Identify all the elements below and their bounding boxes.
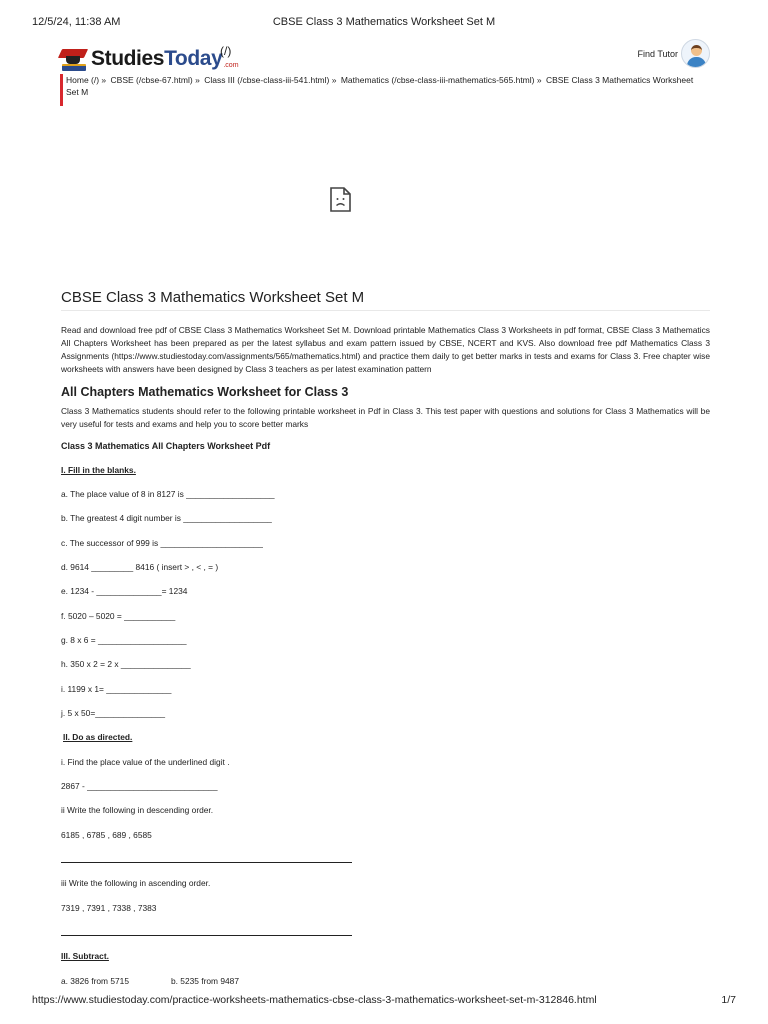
question-j: j. 5 x 50=_______________ bbox=[61, 708, 166, 718]
breadcrumb-home[interactable]: Home (/) » bbox=[66, 75, 107, 85]
print-footer bbox=[32, 994, 736, 1008]
logo-text: StudiesToday bbox=[91, 47, 223, 70]
title-divider bbox=[61, 310, 710, 311]
section-heading: All Chapters Mathematics Worksheet for Class 3 bbox=[61, 385, 349, 399]
question-2-ii: ii Write the following in descending order. bbox=[61, 805, 214, 815]
intro-paragraph: Read and download free pdf of CBSE Class 3 Mathematics Worksheet Set M. Download printable Mathematics Class 3 Worksheets in pdf format, CBSE Class 3 Mathematics All Chapters Worksheet has been prepared as per the latest syllabus and exam pattern issued by CBSE, NCERT and KVS. Also download free pdf Mathematics Class 3 Assignments (https://www.studiestoday.com/assignments/565/mathematics.html) and practice them daily to get better marks in tests and exams for Class 3. Free chapter wise worksheets with answers have been designed by Class 3 teachers as per latest examination pattern bbox=[61, 325, 710, 374]
breadcrumb-mathematics[interactable]: Mathematics (/cbse-class-iii-mathematics-565.html) » bbox=[340, 75, 542, 85]
tutor-avatar-icon bbox=[681, 39, 710, 68]
question-3-a: a. 3826 from 5715 bbox=[61, 976, 129, 986]
print-timestamp: 12/5/24, 11:38 AM bbox=[32, 16, 121, 28]
site-header bbox=[60, 38, 710, 74]
question-3-b: b. 5235 from 9487 bbox=[171, 976, 239, 986]
print-url: https://www.studiestoday.com/practice-worksheets-mathematics-cbse-class-3-mathematics-worksheet-set-m-312846.html bbox=[32, 994, 597, 1006]
question-b: b. The greatest 4 digit number is ___________________ bbox=[61, 513, 272, 523]
page-title: CBSE Class 3 Mathematics Worksheet Set M bbox=[61, 289, 365, 306]
logo-link-url[interactable]: (/) bbox=[220, 44, 232, 58]
answer-line bbox=[61, 862, 352, 863]
studiestoday-logo[interactable] bbox=[60, 40, 239, 72]
print-header bbox=[32, 16, 736, 30]
question-h: h. 350 x 2 = 2 x _______________ bbox=[61, 659, 191, 669]
question-2-ii-numbers: 6185 , 6785 , 689 , 6585 bbox=[61, 830, 152, 840]
logo-suffix: .com bbox=[223, 62, 239, 69]
question-2-iii-numbers: 7319 , 7391 , 7338 , 7383 bbox=[61, 903, 157, 913]
question-2-i-answer: 2867 - ____________________________ bbox=[61, 781, 218, 791]
breadcrumb-class-iii[interactable]: Class III (/cbse-class-iii-541.html) » bbox=[204, 75, 337, 85]
find-tutor-label: Find Tutor bbox=[637, 48, 678, 59]
question-2-i: i. Find the place value of the underlined digit . bbox=[61, 757, 230, 767]
question-g: g. 8 x 6 = ___________________ bbox=[61, 635, 187, 645]
graduation-cap-icon bbox=[60, 44, 88, 72]
section-fill-blanks-heading: I. Fill in the blanks. bbox=[61, 465, 136, 475]
answer-line bbox=[61, 935, 352, 936]
question-2-iii: iii Write the following in ascending order. bbox=[61, 878, 211, 888]
breadcrumb-current: CBSE Class 3 Mathematics Worksheet Set M bbox=[66, 75, 694, 97]
question-i: i. 1199 x 1= ______________ bbox=[61, 684, 172, 694]
question-d: d. 9614 _________ 8416 ( insert > , < , = ) bbox=[61, 562, 219, 572]
print-page-title: CBSE Class 3 Mathematics Worksheet Set M bbox=[272, 16, 496, 28]
section-do-as-directed-heading: II. Do as directed. bbox=[63, 732, 133, 742]
breadcrumb-cbse[interactable]: CBSE (/cbse-67.html) » bbox=[110, 75, 200, 85]
find-tutor-button[interactable] bbox=[637, 39, 710, 68]
breadcrumb bbox=[60, 74, 700, 106]
question-a: a. The place value of 8 in 8127 is ___________________ bbox=[61, 489, 275, 499]
section-subtract-heading: III. Subtract. bbox=[61, 951, 109, 961]
print-page-number: 1/7 bbox=[721, 994, 736, 1006]
question-f: f. 5020 – 5020 = ___________ bbox=[61, 611, 176, 621]
section-intro-paragraph: Class 3 Mathematics students should refer to the following printable worksheet in Pdf in Class 3. This test paper with questions and solutions for Class 3 Mathematics will be very useful for tests and exams and help you to score better marks bbox=[61, 406, 710, 429]
question-c: c. The successor of 999 is ______________________ bbox=[61, 538, 263, 548]
worksheet-pdf-heading: Class 3 Mathematics All Chapters Worksheet Pdf bbox=[61, 441, 271, 451]
broken-image-icon bbox=[330, 187, 351, 212]
question-e: e. 1234 - ______________= 1234 bbox=[61, 586, 188, 596]
